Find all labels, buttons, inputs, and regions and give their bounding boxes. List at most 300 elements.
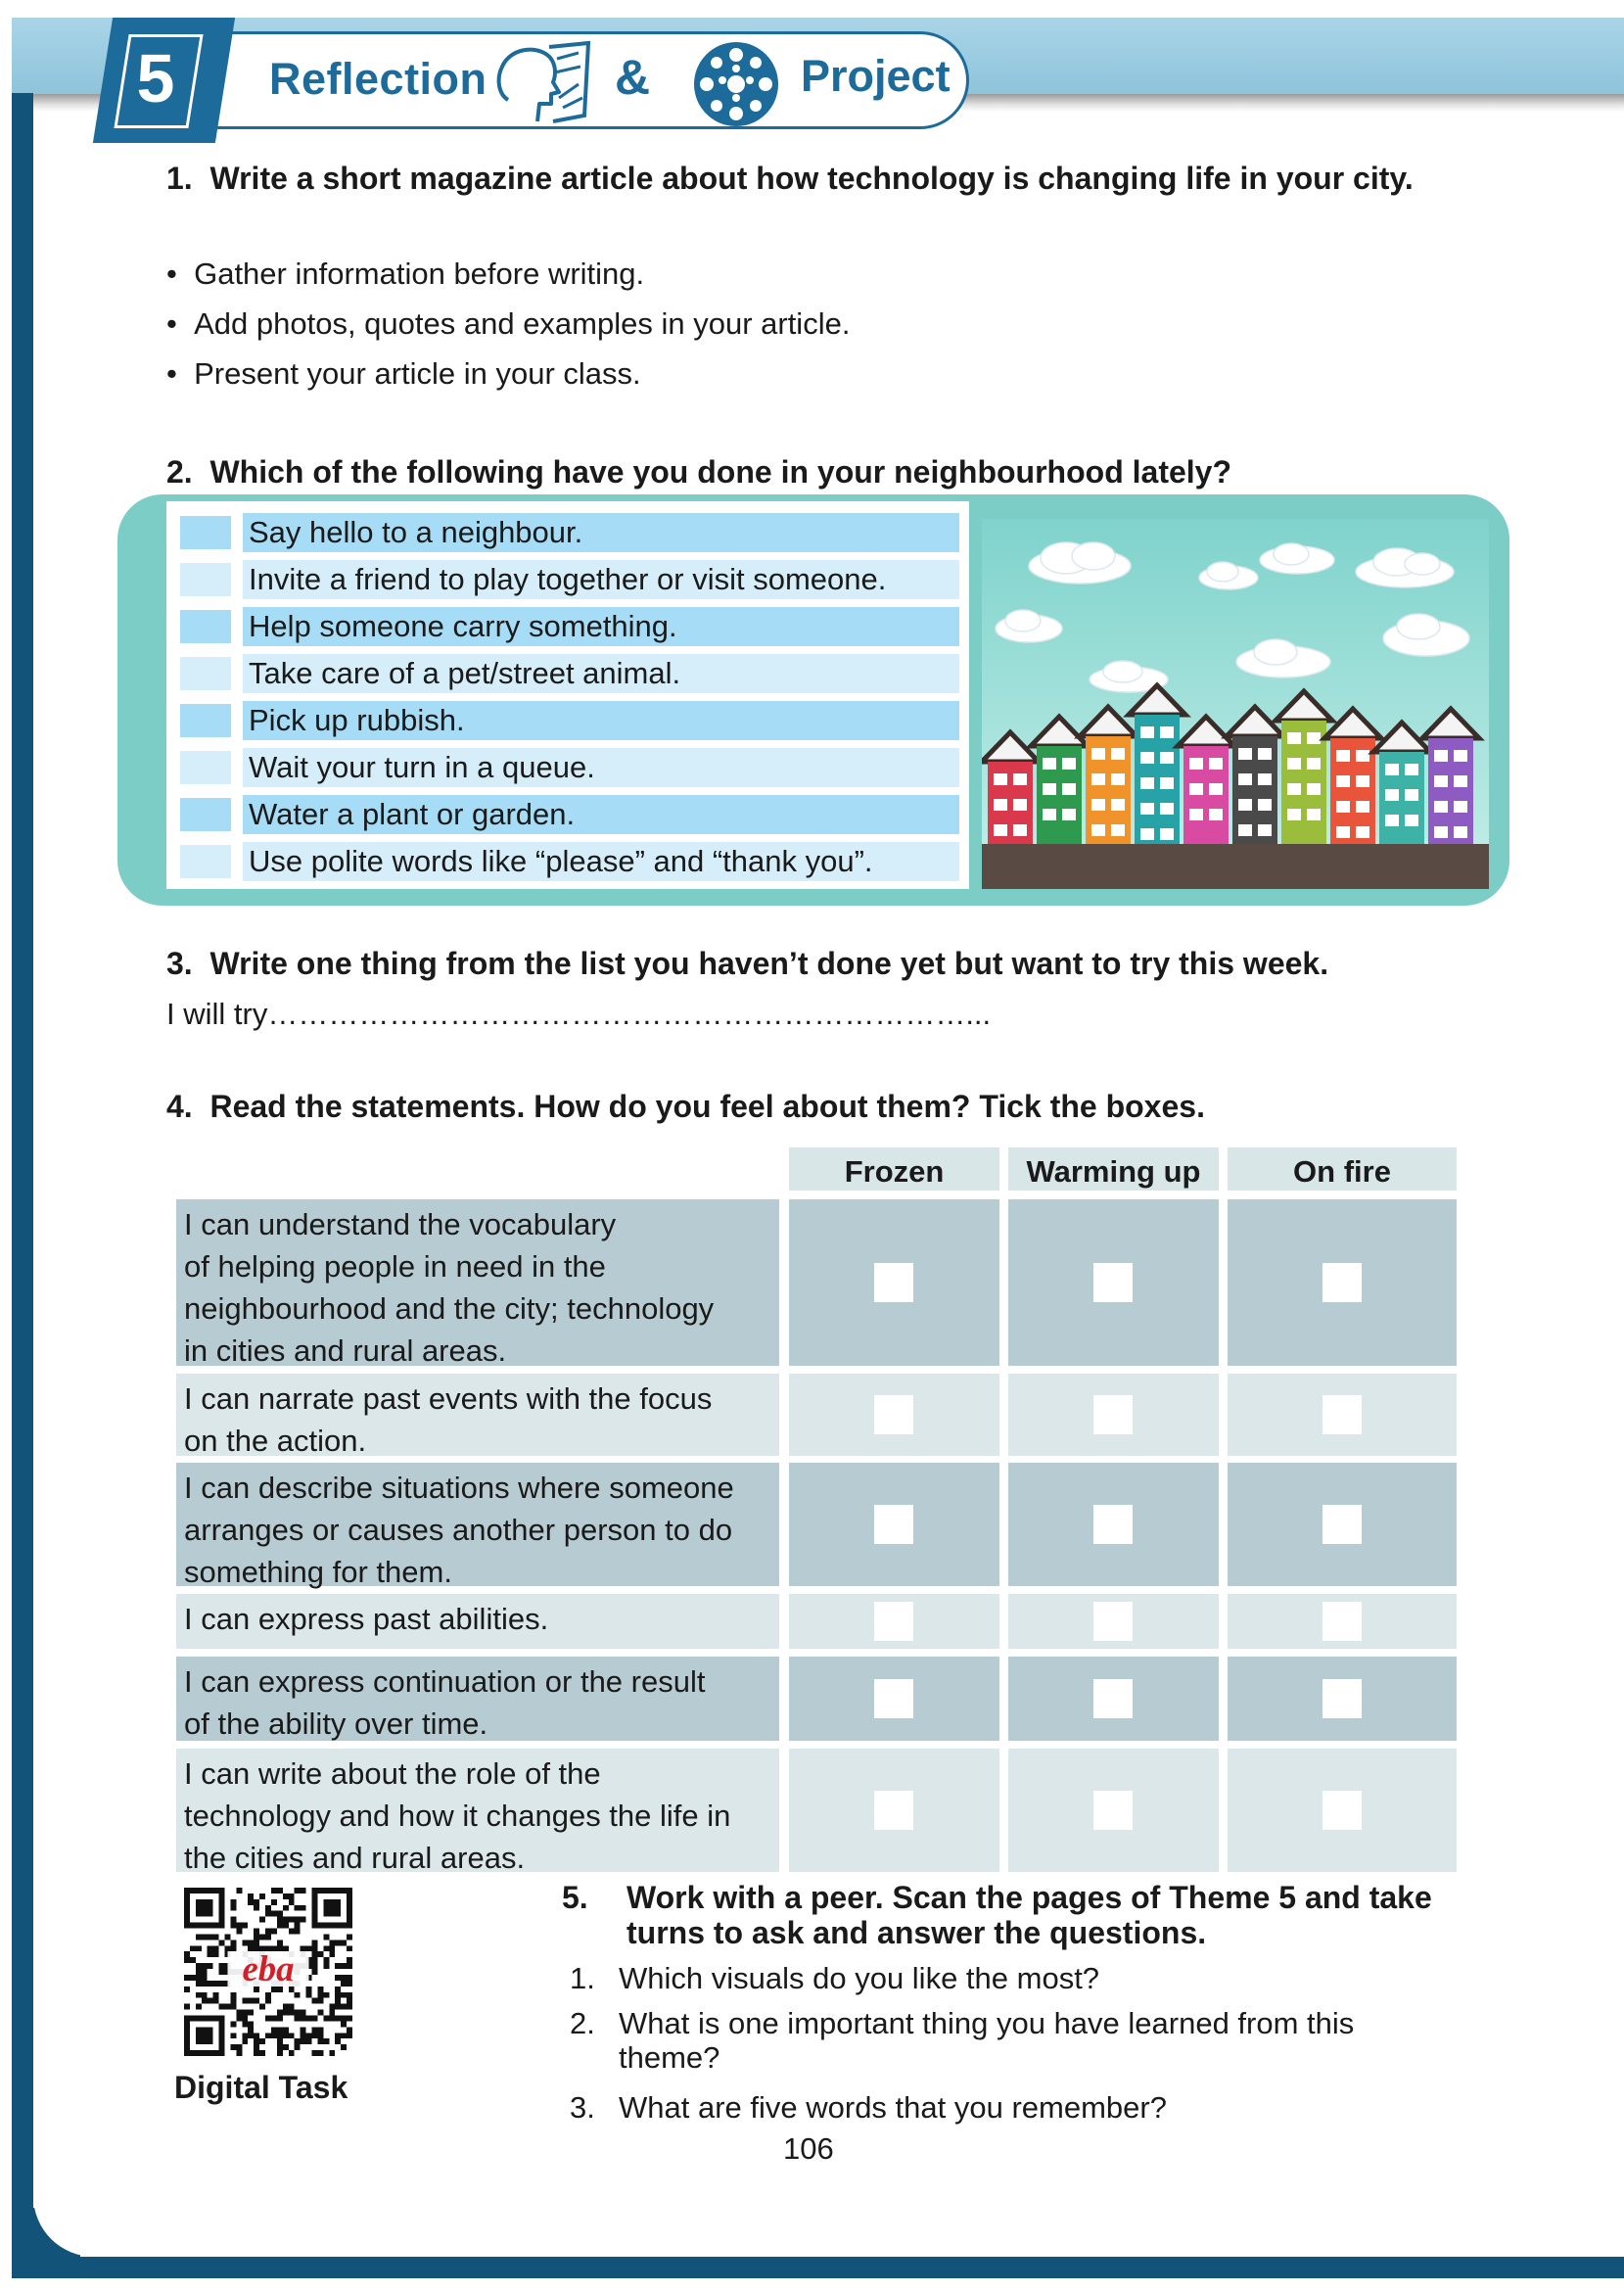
checklist-label: Water a plant or garden. (243, 795, 959, 834)
tick-cell (1228, 1594, 1457, 1649)
qr-module (341, 2004, 347, 2010)
qr-module (271, 1888, 277, 1894)
qr-module (277, 2050, 283, 2056)
qr-module (190, 1957, 196, 1963)
qr-module (208, 1934, 213, 1940)
tick-box[interactable] (1322, 1395, 1362, 1434)
qr-module (295, 2044, 301, 2050)
qr-module (236, 2015, 242, 2021)
qr-module (283, 1917, 289, 1923)
list-item-number: 2. (570, 2006, 595, 2040)
qr-module (289, 2004, 295, 2010)
qr-module (236, 1923, 242, 1929)
qr-module (277, 1923, 283, 1929)
qr-module (242, 2021, 248, 2027)
tick-box[interactable] (1322, 1791, 1362, 1830)
qr-module (230, 1899, 236, 1905)
qr-module (341, 1981, 347, 1987)
qr-module (329, 2010, 335, 2016)
qr-module (306, 2033, 312, 2038)
qr-module (347, 2004, 352, 2010)
qr-module (265, 2015, 271, 2021)
qr-module (317, 2050, 323, 2056)
qr-module (347, 2015, 352, 2021)
qr-module (289, 1894, 295, 1899)
qr-module (230, 2044, 236, 2050)
question-5 (626, 1880, 1432, 1950)
list-item: • Gather information before writing. (166, 257, 645, 291)
qr-module (311, 1951, 317, 1957)
qr-module (341, 2015, 347, 2021)
qr-module (283, 2027, 289, 2033)
qr-module (236, 2010, 242, 2016)
qr-module (289, 2050, 295, 2056)
qr-module (317, 2027, 323, 2033)
list-item: • Present your article in your class. (166, 356, 641, 391)
tick-cell (1008, 1749, 1219, 1872)
qr-module (311, 1969, 317, 1975)
qr-module (323, 1934, 329, 1940)
qr-module (301, 2015, 306, 2021)
page-frame-bottom (12, 2257, 1624, 2278)
qr-module (196, 1945, 202, 1951)
qr-module (196, 1963, 202, 1969)
statement-cell: I can understand the vocabulary of helping people in need in the neighbourhood and the city; technology in cities and rural areas. (176, 1199, 779, 1366)
qr-module (335, 1940, 341, 1945)
qr-module (254, 2038, 259, 2044)
project-label: Project (801, 51, 951, 101)
qr-module (301, 1905, 306, 1911)
qr-module (236, 2050, 242, 2056)
qr-module (306, 1992, 312, 1998)
tick-box[interactable] (874, 1791, 913, 1830)
statement-cell: I can write about the role of the technology and how it changes the life in the cities and rural areas. (176, 1749, 779, 1872)
qr-code[interactable] (184, 1888, 352, 2056)
qr-module (265, 1934, 271, 1940)
tick-box[interactable] (1093, 1505, 1133, 1544)
qr-module (184, 1957, 190, 1963)
checklist-label: Use polite words like “please” and “thank you”. (243, 842, 959, 881)
qr-module (335, 2015, 341, 2021)
qr-module (242, 1940, 248, 1945)
question-text: Write one thing from the list you haven’t done yet but want to try this week. (209, 946, 1329, 981)
qr-module (219, 1963, 225, 1969)
statement-cell: I can narrate past events with the focus on the action. (176, 1374, 779, 1456)
qr-module (323, 2038, 329, 2044)
tick-box[interactable] (1093, 1791, 1133, 1830)
qr-module (295, 1992, 301, 1998)
qr-module (242, 2038, 248, 2044)
qr-module (347, 1934, 352, 1940)
qr-module (277, 1911, 283, 1917)
qr-module (202, 1992, 208, 1998)
qr-module (190, 1975, 196, 1981)
qr-module (335, 2033, 341, 2038)
question-text: Write a short magazine article about how technology is changing life in your city. (209, 161, 1414, 196)
question-number: 2. (166, 454, 193, 490)
question-number: 4. (166, 1089, 193, 1124)
checklist-label: Pick up rubbish. (243, 701, 959, 740)
qr-module (301, 1888, 306, 1894)
qr-module (347, 1992, 352, 1998)
question-text: Read the statements. How do you feel about them? Tick the boxes. (209, 1089, 1205, 1124)
qr-module (347, 1975, 352, 1981)
qr-module (317, 2010, 323, 2016)
tick-cell (1228, 1657, 1457, 1741)
qr-module (295, 1905, 301, 1911)
qr-module (277, 2027, 283, 2033)
qr-module (208, 1998, 213, 2004)
qr-module (208, 1981, 213, 1987)
checklist-label: Wait your turn in a queue. (243, 748, 959, 787)
tick-box[interactable] (1322, 1263, 1362, 1302)
qr-module (277, 1940, 283, 1945)
qr-module (219, 2004, 225, 2010)
qr-module (202, 1998, 208, 2004)
qr-module (230, 1905, 236, 1911)
statement-cell: I can describe situations where someone arranges or causes another person to do something for them. (176, 1463, 779, 1586)
tick-cell (1228, 1199, 1457, 1366)
qr-module (190, 1945, 196, 1951)
qr-module (225, 1945, 231, 1951)
qr-module (254, 1905, 259, 1911)
qr-module (248, 2021, 254, 2027)
question-text: Work with a peer. Scan the pages of Theme 5 and take (626, 1880, 1432, 1915)
qr-module (259, 1917, 265, 1923)
qr-module (236, 1929, 242, 1935)
qr-module (301, 2033, 306, 2038)
qr-module (248, 2027, 254, 2033)
qr-module (283, 1923, 289, 1929)
qr-module (248, 2033, 254, 2038)
qr-module (219, 1969, 225, 1975)
qr-module (248, 1940, 254, 1945)
list-item: What are five words that you remember? (619, 2090, 1167, 2125)
list-item-number: 1. (570, 1961, 595, 1995)
qr-module (347, 1998, 352, 2004)
qr-module (283, 1905, 289, 1911)
qr-module (317, 2038, 323, 2044)
qr-module (317, 1987, 323, 1992)
eba-logo: eba (242, 1947, 295, 1988)
qr-module (301, 1945, 306, 1951)
qr-module (311, 1940, 317, 1945)
question-text: turns to ask and answer the questions. (626, 1915, 1207, 1950)
page-number: 106 (783, 2131, 834, 2166)
qr-module (317, 1992, 323, 1998)
qr-module (230, 2021, 236, 2027)
qr-module (289, 1929, 295, 1935)
qr-module (254, 1934, 259, 1940)
tick-cell (789, 1463, 999, 1586)
qr-module (208, 1951, 213, 1957)
tick-box[interactable] (1093, 1679, 1133, 1718)
qr-module (242, 2010, 248, 2016)
qr-module (341, 2021, 347, 2027)
qr-module (347, 2033, 352, 2038)
qr-module (265, 1905, 271, 1911)
qr-module (265, 1998, 271, 2004)
qr-module (208, 1945, 213, 1951)
qr-module (271, 2015, 277, 2021)
tick-cell (789, 1657, 999, 1741)
tick-box[interactable] (1322, 1679, 1362, 1718)
qr-module (202, 1963, 208, 1969)
qr-module (213, 1934, 219, 1940)
statement-cell: I can express past abilities. (176, 1594, 779, 1649)
qr-module (323, 1957, 329, 1963)
qr-module (196, 2004, 202, 2010)
qr-module (283, 2004, 289, 2010)
tick-box[interactable] (874, 1395, 913, 1434)
tick-cell (789, 1749, 999, 1872)
tick-box[interactable] (874, 1263, 913, 1302)
qr-module (230, 1917, 236, 1923)
qr-module (271, 2033, 277, 2038)
tick-cell (1228, 1749, 1457, 1872)
tick-cell (1228, 1374, 1457, 1456)
qr-module (254, 1929, 259, 1935)
qr-module (202, 1981, 208, 1987)
tick-box[interactable] (1093, 1602, 1133, 1641)
checklist-label: Invite a friend to play together or visit someone. (243, 560, 959, 599)
qr-module (347, 1945, 352, 1951)
qr-module (323, 2015, 329, 2021)
qr-module (335, 1992, 341, 1998)
tick-cell (1008, 1657, 1219, 1741)
list-item: • Add photos, quotes and examples in your article. (166, 306, 851, 341)
qr-module (329, 1951, 335, 1957)
qr-module (213, 1992, 219, 1998)
qr-module (341, 1975, 347, 1981)
qr-module (202, 1934, 208, 1940)
qr-module (248, 1998, 254, 2004)
qr-module (184, 1951, 190, 1957)
qr-module (213, 1945, 219, 1951)
qr-module (329, 1940, 335, 1945)
qr-module (335, 1998, 341, 2004)
tick-box[interactable] (1322, 1505, 1362, 1544)
qr-module (271, 1899, 277, 1905)
qr-module (323, 1963, 329, 1969)
column-header-on-fire: On fire (1228, 1147, 1457, 1191)
qr-module (265, 2033, 271, 2038)
qr-module (277, 2044, 283, 2050)
qr-module (277, 2010, 283, 2016)
tick-box[interactable] (874, 1602, 913, 1641)
qr-module (341, 1963, 347, 1969)
qr-module (317, 1998, 323, 2004)
qr-module (283, 2033, 289, 2038)
qr-module (277, 2015, 283, 2021)
qr-module (225, 2004, 231, 2010)
tick-cell (789, 1199, 999, 1366)
qr-module (242, 2015, 248, 2021)
qr-module (230, 1945, 236, 1951)
qr-module (248, 1894, 254, 1899)
qr-module (236, 2044, 242, 2050)
qr-module (335, 1963, 341, 1969)
qr-module (323, 1992, 329, 1998)
qr-module (184, 1987, 190, 1992)
qr-module (248, 1899, 254, 1905)
qr-module (225, 1934, 231, 1940)
qr-module (335, 1987, 341, 1992)
qr-module (311, 1998, 317, 2004)
qr-module (283, 2010, 289, 2016)
qr-module (277, 1917, 283, 1923)
qr-module (329, 2004, 335, 2010)
tick-cell (1228, 1463, 1457, 1586)
tick-box[interactable] (874, 1679, 913, 1718)
qr-module (295, 1929, 301, 1935)
qr-module (202, 1975, 208, 1981)
qr-module (265, 1911, 271, 1917)
qr-module (196, 1992, 202, 1998)
qr-module (265, 1992, 271, 1998)
checklist-label: Take care of a pet/street animal. (243, 654, 959, 693)
qr-module (254, 1998, 259, 2004)
qr-module (271, 1911, 277, 1917)
qr-module (208, 1963, 213, 1969)
answer-line[interactable]: I will try……………………………………………………………... (166, 997, 992, 1031)
qr-module (289, 1917, 295, 1923)
qr-module (295, 1888, 301, 1894)
tick-box[interactable] (1093, 1263, 1133, 1302)
qr-module (230, 1940, 236, 1945)
column-header-warming-up: Warming up (1008, 1147, 1219, 1191)
tick-cell (789, 1374, 999, 1456)
qr-module (311, 1963, 317, 1969)
qr-module (242, 2033, 248, 2038)
question-text: Which of the following have you done in your neighbourhood lately? (209, 454, 1231, 490)
qr-module (301, 2027, 306, 2033)
tick-cell (1008, 1463, 1219, 1586)
qr-module (184, 2004, 190, 2010)
qr-module (230, 2004, 236, 2010)
qr-module (335, 2004, 341, 2010)
qr-module (213, 1951, 219, 1957)
qr-module (230, 1992, 236, 1998)
tick-cell (1008, 1374, 1219, 1456)
qr-module (213, 1981, 219, 1987)
qr-module (311, 1945, 317, 1951)
qr-module (301, 1917, 306, 1923)
qr-module (213, 1998, 219, 2004)
qr-module (242, 1998, 248, 2004)
qr-module (295, 2038, 301, 2044)
qr-module (295, 1917, 301, 1923)
checklist-label: Help someone carry something. (243, 607, 959, 646)
qr-module (311, 2015, 317, 2021)
qr-module (341, 1940, 347, 1945)
qr-module (230, 2033, 236, 2038)
qr-module (271, 2027, 277, 2033)
qr-module (311, 1957, 317, 1963)
qr-module (317, 2033, 323, 2038)
qr-module (301, 2038, 306, 2044)
digital-task-label: Digital Task (174, 2070, 348, 2105)
qr-module (265, 1929, 271, 1935)
qr-module (335, 1975, 341, 1981)
qr-module (219, 1981, 225, 1987)
qr-module (277, 2038, 283, 2044)
question-number: 1. (166, 161, 193, 196)
qr-module (295, 2015, 301, 2021)
qr-module (323, 1945, 329, 1951)
qr-module (271, 1929, 277, 1935)
qr-module (289, 1899, 295, 1905)
tick-box[interactable] (874, 1505, 913, 1544)
qr-module (317, 1951, 323, 1957)
statement-cell: I can express continuation or the result of the ability over time. (176, 1657, 779, 1741)
qr-module (306, 2038, 312, 2044)
tick-cell (1008, 1199, 1219, 1366)
qr-module (347, 2027, 352, 2033)
qr-module (254, 2033, 259, 2038)
qr-module (254, 2044, 259, 2050)
qr-module (196, 1981, 202, 1987)
qr-module (347, 1957, 352, 1963)
reflection-label: Reflection (269, 54, 487, 104)
qr-module (242, 1923, 248, 1929)
qr-module (202, 1969, 208, 1975)
qr-module (248, 2010, 254, 2016)
qr-module (196, 1934, 202, 1940)
qr-module (335, 2038, 341, 2044)
qr-module (329, 2050, 335, 2056)
qr-module (306, 1987, 312, 1992)
qr-module (311, 2050, 317, 2056)
qr-module (219, 1940, 225, 1945)
qr-module (295, 1923, 301, 1929)
qr-module (347, 1963, 352, 1969)
list-item: Which visuals do you like the most? (619, 1961, 1100, 1995)
question-number: 3. (166, 946, 193, 981)
qr-module (254, 1899, 259, 1905)
qr-module (341, 1992, 347, 1998)
qr-module (341, 2044, 347, 2050)
qr-module (230, 1923, 236, 1929)
list-item: What is one important thing you have learned from this theme? (619, 2006, 1355, 2075)
tick-cell (789, 1594, 999, 1649)
qr-module (196, 1969, 202, 1975)
qr-module (277, 2033, 283, 2038)
qr-module (329, 1945, 335, 1951)
qr-module (254, 2050, 259, 2056)
qr-module (230, 1998, 236, 2004)
tick-box[interactable] (1322, 1602, 1362, 1641)
qr-module (259, 2050, 265, 2056)
qr-module (283, 2044, 289, 2050)
qr-module (329, 2015, 335, 2021)
qr-module (341, 2033, 347, 2038)
qr-module (311, 2033, 317, 2038)
ampersand: & (615, 50, 651, 105)
tick-box[interactable] (1093, 1395, 1133, 1434)
qr-module (295, 2010, 301, 2016)
qr-module (184, 1975, 190, 1981)
qr-module (254, 1940, 259, 1945)
qr-module (259, 2038, 265, 2044)
qr-module (289, 2033, 295, 2038)
qr-module (306, 2015, 312, 2021)
qr-module (259, 1894, 265, 1899)
qr-module (259, 2004, 265, 2010)
tick-cell (1008, 1594, 1219, 1649)
qr-module (289, 2010, 295, 2016)
qr-module (236, 1888, 242, 1894)
